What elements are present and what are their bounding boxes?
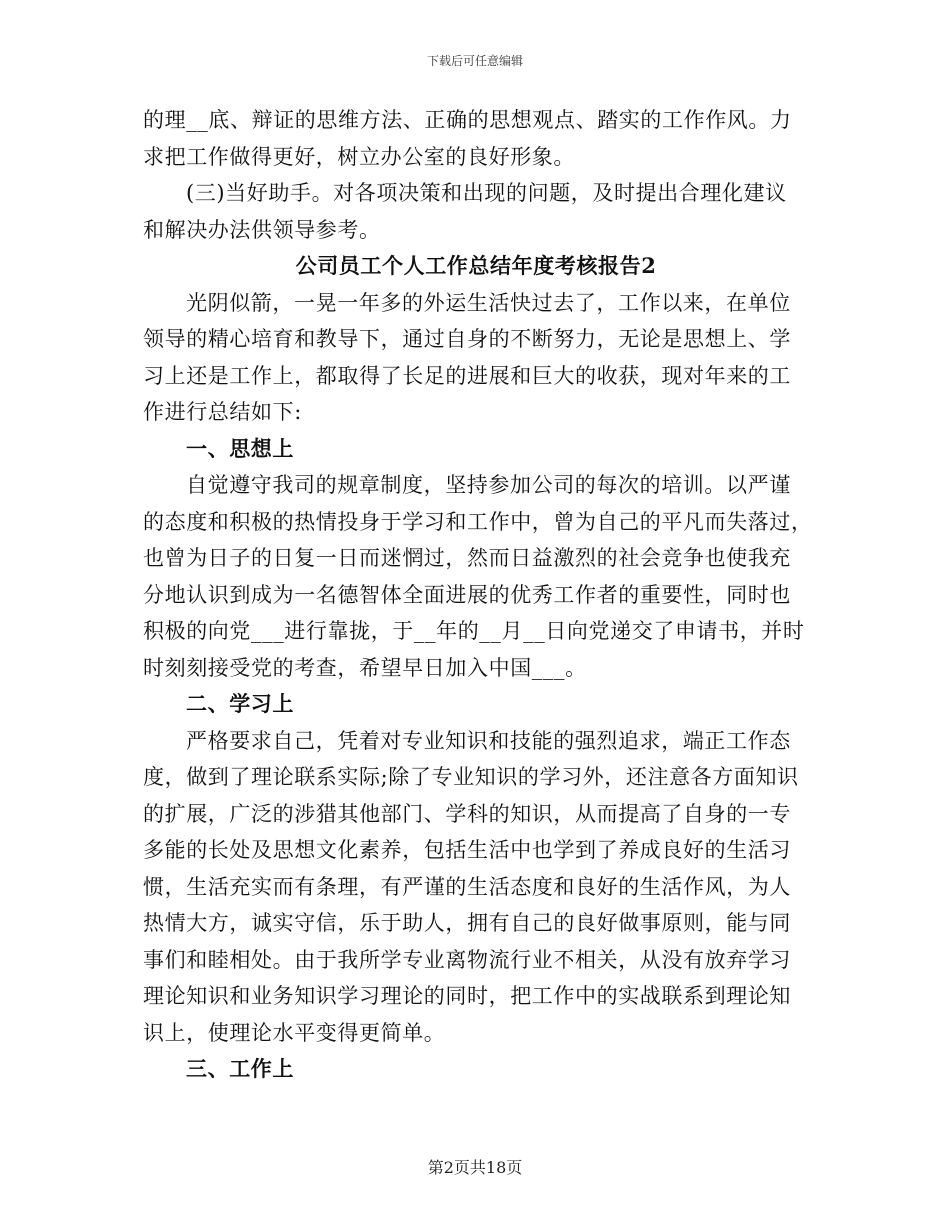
body-line: 也曾为日子的日复一日而迷惘过，然而日益激烈的社会竞争也使我充 [143, 546, 791, 570]
body-line: 热情大方，诚实守信，乐于助人，拥有自己的良好做事原则，能与同 [143, 911, 791, 935]
body-line: 领导的精心培育和教导下，通过自身的不断努力，无论是思想上、学 [143, 327, 791, 351]
body-line: 习上还是工作上，都取得了长足的进展和巨大的收获，现对年来的工 [143, 363, 791, 388]
body-line: 光阴似箭，一晃一年多的外运生活快过去了，工作以来，在单位 [186, 290, 791, 315]
page-footer: 第2页共18页 [427, 1158, 523, 1177]
body-line: 严格要求自己，凭着对专业知识和技能的强烈追求，端正工作态 [186, 728, 791, 753]
section-heading-study: 二、学习上 [186, 691, 294, 716]
page-header: 下载后可任意编辑 [426, 54, 523, 68]
body-line: (三)当好助手。对各项决策和出现的问题，及时提出合理化建议 [186, 181, 787, 205]
document-body [143, 102, 813, 1088]
body-line: 多能的长处及思想文化素养，包括生活中也学到了养成良好的生活习 [143, 838, 791, 862]
body-line: 识上，使理论水平变得更简单。 [143, 1020, 446, 1045]
body-line: 的扩展，广泛的涉猎其他部门、学科的知识，从而提高了自身的一专 [143, 801, 791, 826]
body-line: 度，做到了理论联系实际;除了专业知识的学习外，还注意各方面知识 [143, 765, 799, 789]
body-line: 和解决办法供领导参考。 [143, 217, 381, 242]
body-line: 事们和睦相处。由于我所学专业离物流行业不相关，从没有放弃学习 [143, 947, 791, 972]
body-line: 分地认识到成为一名德智体全面进展的优秀工作者的重要性，同时也 [143, 582, 791, 607]
body-line: 理论知识和业务知识学习理论的同时，把工作中的实战联系到理论知 [143, 984, 791, 1008]
body-line: 积极的向党___进行靠拢，于__年的__月__日向党递交了申请书，并时 [143, 619, 805, 643]
body-line: 自觉遵守我司的规章制度，坚持参加公司的每次的培训。以严谨 [186, 473, 791, 497]
body-line: 求把工作做得更好，树立办公室的良好形象。 [143, 144, 575, 169]
section-heading-work: 三、工作上 [186, 1056, 294, 1081]
body-line: 作进行总结如下: [143, 400, 302, 424]
section-heading-thought: 一、思想上 [186, 435, 294, 461]
body-line: 的理__底、辩证的思维方法、正确的思想观点、踏实的工作作风。力 [143, 108, 792, 132]
body-line: 的态度和积极的热情投身于学习和工作中，曾为自己的平凡而失落过， [143, 509, 813, 534]
report-title: 公司员工个人工作总结年度考核报告2 [295, 253, 657, 278]
body-line: 时刻刻接受党的考查，希望早日加入中国___。 [143, 655, 587, 680]
body-line: 惯，生活充实而有条理，有严谨的生活态度和良好的生活作风，为人 [143, 874, 791, 899]
